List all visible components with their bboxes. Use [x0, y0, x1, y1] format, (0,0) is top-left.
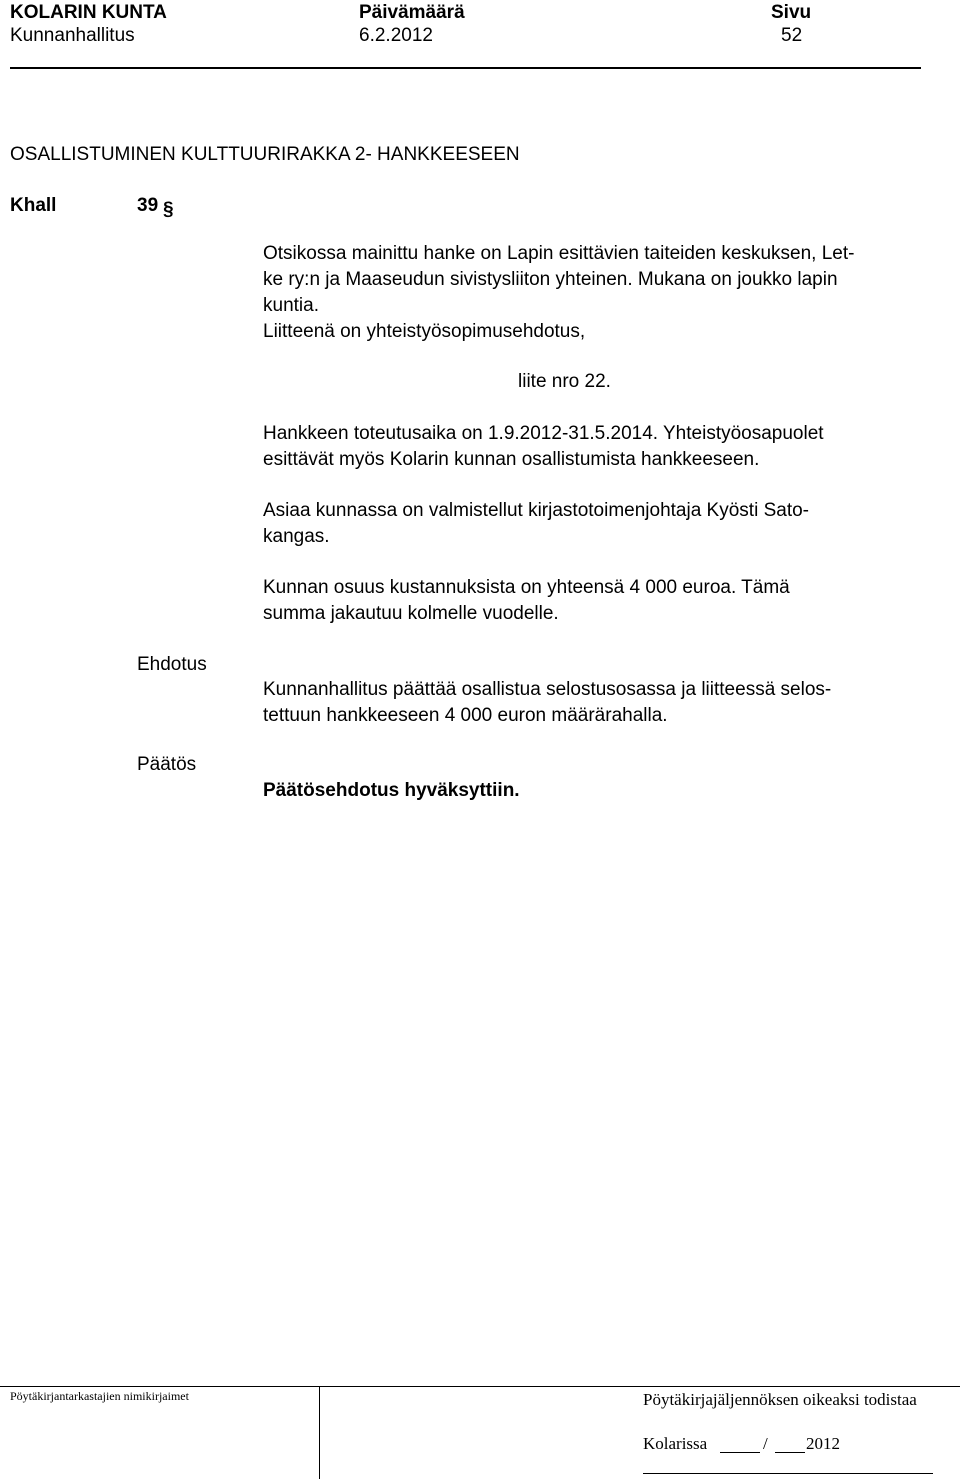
- text-line: kangas.: [263, 526, 330, 547]
- paragraph-cost: [263, 575, 943, 627]
- org-name: KOLARIN KUNTA: [10, 2, 167, 23]
- section-code: Khall: [10, 195, 57, 216]
- text-line: Hankkeen toteutusaika on 1.9.2012-31.5.2014. Yhteistyöosapuolet: [263, 423, 824, 444]
- footer-slash: /: [763, 1434, 768, 1453]
- date-label: Päivämäärä: [359, 2, 465, 23]
- text-line: summa jakautuu kolmelle vuodelle.: [263, 603, 559, 624]
- decision-label: Päätös: [137, 754, 197, 775]
- text-line: esittävät myös Kolarin kunnan osallistumista hankkeeseen.: [263, 449, 760, 470]
- section-number: 39: [137, 195, 159, 216]
- footer-initials-label: Pöytäkirjantarkastajien nimikirjaimet: [10, 1389, 189, 1403]
- footer-rule: [0, 1386, 960, 1387]
- footer-day-blank: [720, 1452, 760, 1453]
- footer-month-blank: [775, 1452, 805, 1453]
- text-line: Liitteenä on yhteistyösopimusehdotus,: [263, 321, 586, 342]
- proposal-label: Ehdotus: [137, 654, 207, 675]
- page-number: 52: [781, 25, 803, 46]
- footer-place: Kolarissa: [643, 1434, 708, 1453]
- text-line: Asiaa kunnassa on valmistellut kirjastotoimenjohtaja Kyösti Sato-: [263, 500, 809, 521]
- attachment-reference: liite nro 22.: [518, 371, 611, 392]
- footer-signature-line: [643, 1473, 933, 1474]
- footer-divider: [319, 1386, 320, 1479]
- decision-text: Päätösehdotus hyväksyttiin.: [263, 780, 520, 801]
- paragraph-preparer: [263, 498, 943, 550]
- text-line: kuntia.: [263, 295, 319, 316]
- page-label: Sivu: [771, 2, 812, 23]
- footer-year: 2012: [806, 1434, 840, 1453]
- body-name: Kunnanhallitus: [10, 25, 135, 46]
- document-title: OSALLISTUMINEN KULTTUURIRAKKA 2- HANKKEESEEN: [10, 144, 520, 165]
- date-value: 6.2.2012: [359, 25, 433, 46]
- text-line: Kunnan osuus kustannuksista on yhteensä 4 000 euroa. Tämä: [263, 577, 790, 598]
- text-line: tettuun hankkeeseen 4 000 euron määrärahalla.: [263, 705, 668, 726]
- text-line: Kunnanhallitus päättää osallistua selostusosassa ja liitteessä selos-: [263, 679, 832, 700]
- header-rule: [10, 67, 921, 69]
- paragraph-intro: [263, 241, 943, 345]
- footer-certification-label: Pöytäkirjajäljennöksen oikeaksi todistaa: [643, 1390, 917, 1409]
- section-symbol: §: [163, 199, 174, 220]
- text-line: Otsikossa mainittu hanke on Lapin esittävien taiteiden keskuksen, Let-: [263, 243, 855, 264]
- proposal-text: [263, 677, 943, 729]
- text-line: ke ry:n ja Maaseudun sivistysliiton yhteinen. Mukana on joukko lapin: [263, 269, 838, 290]
- paragraph-schedule: [263, 421, 943, 473]
